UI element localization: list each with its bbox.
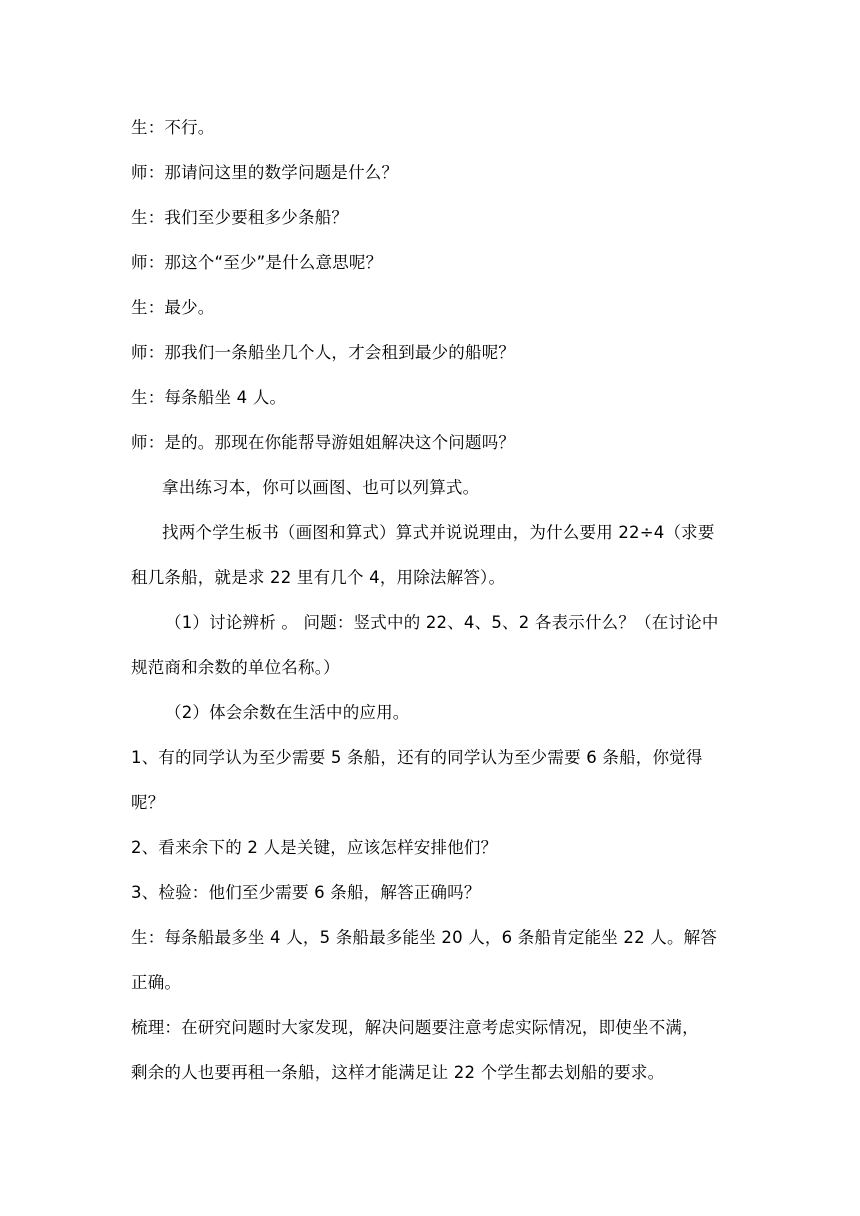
numbered-item-3: 3、检验：他们至少需要 6 条船，解答正确吗？ — [131, 883, 481, 902]
discussion-item-1-line-2: 规范商和余数的单位名称。） — [131, 658, 340, 677]
numbered-item-1-line-2: 呢？ — [131, 793, 165, 812]
board-writing-paragraph-line-1: 找两个学生板书（画图和算式）算式并说说理由，为什么要用 22÷4（求要 — [162, 523, 715, 542]
dialogue-line-student-4: 生：每条船坐 4 人。 — [131, 388, 287, 407]
summary-line-1: 梳理：在研究问题时大家发现，解决问题要注意考虑实际情况，即使坐不满， — [131, 1018, 699, 1037]
numbered-item-1-line-1: 1、有的同学认为至少需要 5 条船，还有的同学认为至少需要 6 条船，你觉得 — [131, 748, 703, 767]
discussion-item-1-line-1: （1）讨论辨析 。 问题：竖式中的 22、4、5、2 各表示什么？（在讨论中 — [165, 613, 719, 632]
dialogue-line-teacher-1: 师：那请问这里的数学问题是什么？ — [131, 163, 399, 182]
numbered-item-2: 2、看来余下的 2 人是关键，应该怎样安排他们？ — [131, 838, 498, 857]
student-answer-line-1: 生：每条船最多坐 4 人，5 条船最多能坐 20 人，6 条船肯定能坐 22 人。解答 — [131, 928, 718, 947]
instruction-paragraph: 拿出练习本，你可以画图、也可以列算式。 — [162, 478, 480, 497]
discussion-item-2: （2）体会余数在生活中的应用。 — [165, 703, 410, 722]
dialogue-line-teacher-4: 师：是的。那现在你能帮导游姐姐解决这个问题吗？ — [131, 433, 516, 452]
dialogue-line-student-2: 生：我们至少要租多少条船？ — [131, 208, 349, 227]
summary-line-2: 剩余的人也要再租一条船，这样才能满足让 22 个学生都去划船的要求。 — [131, 1063, 665, 1082]
student-answer-line-2: 正确。 — [131, 973, 182, 992]
dialogue-line-teacher-2: 师：那这个“至少”是什么意思呢？ — [131, 253, 383, 272]
board-writing-paragraph-line-2: 租几条船，就是求 22 里有几个 4，用除法解答）。 — [131, 568, 506, 587]
dialogue-line-teacher-3: 师：那我们一条船坐几个人，才会租到最少的船呢？ — [131, 343, 516, 362]
dialogue-line-student-3: 生：最少。 — [131, 298, 215, 317]
dialogue-line-student-1: 生：不行。 — [131, 118, 215, 137]
